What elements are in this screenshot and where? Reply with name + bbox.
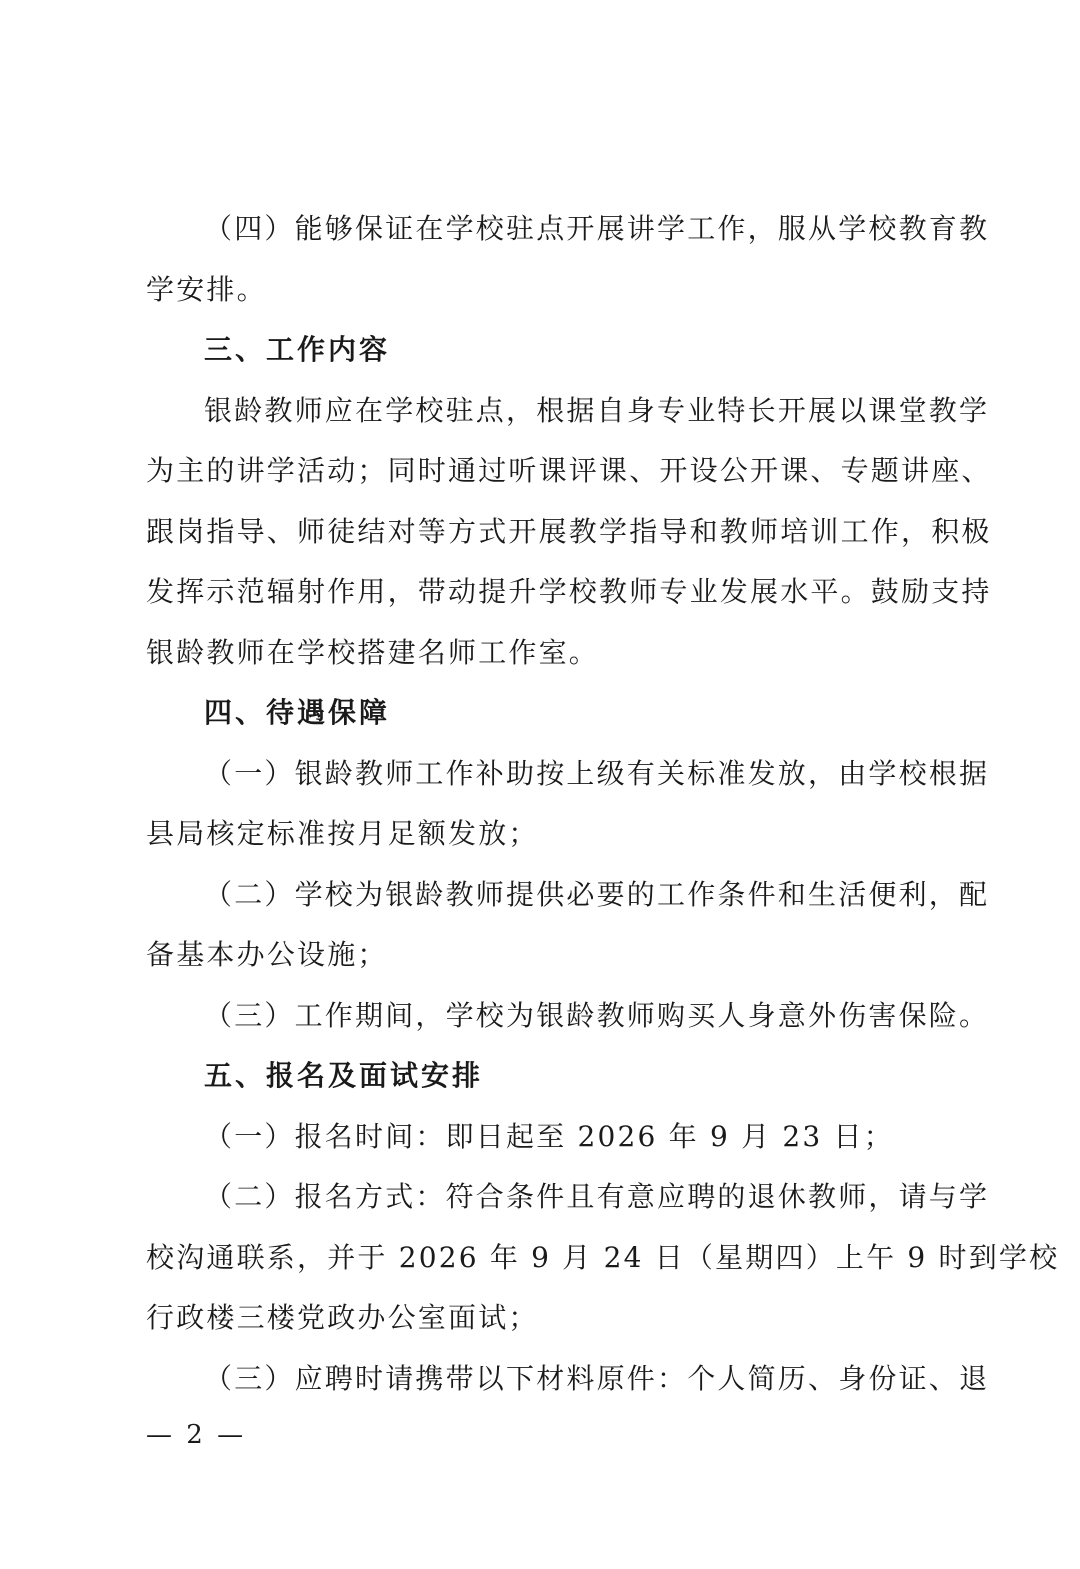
paragraph-line: 为主的讲学活动；同时通过听课评课、开设公开课、专题讲座、: [146, 454, 992, 487]
paragraph-line: （二）学校为银龄教师提供必要的工作条件和生活便利，配: [204, 877, 990, 911]
paragraph-line: 发挥示范辐射作用，带动提升学校教师专业发展水平。鼓励支持: [146, 575, 992, 608]
paragraph-line: 银龄教师应在学校驻点，根据自身专业特长开展以课堂教学: [204, 393, 990, 427]
paragraph-line: 行政楼三楼党政办公室面试；: [146, 1301, 539, 1334]
paragraph-line: （三）工作期间，学校为银龄教师购买人身意外伤害保险。: [204, 998, 990, 1032]
paragraph-line: （一）银龄教师工作补助按上级有关标准发放，由学校根据: [204, 756, 990, 790]
paragraph-line: （三）应聘时请携带以下材料原件：个人简历、身份证、退: [204, 1361, 990, 1395]
section-heading: 三、工作内容: [204, 333, 391, 366]
page-number: — 2 —: [146, 1420, 247, 1450]
paragraph-line: 跟岗指导、师徒结对等方式开展教学指导和教师培训工作，积极: [146, 514, 992, 548]
section-heading: 四、待遇保障: [204, 696, 391, 729]
document-body: [146, 199, 1060, 1409]
paragraph-line: 县局核定标准按月足额发放；: [146, 817, 539, 850]
section-heading: 五、报名及面试安排: [204, 1059, 484, 1092]
paragraph-line: （二）报名方式：符合条件且有意应聘的退休教师，请与学: [204, 1180, 990, 1213]
paragraph-line: （四）能够保证在学校驻点开展讲学工作，服从学校教育教: [204, 212, 990, 245]
paragraph-line: 银龄教师在学校搭建名师工作室。: [146, 635, 600, 669]
paragraph-line: （一）报名时间：即日起至 2026 年 9 月 23 日；: [204, 1119, 894, 1153]
paragraph-line: 学安排。: [146, 272, 267, 306]
paragraph-line: 备基本办公设施；: [146, 938, 388, 971]
paragraph-line: 校沟通联系，并于 2026 年 9 月 24 日（星期四）上午 9 时到学校: [146, 1240, 1060, 1274]
